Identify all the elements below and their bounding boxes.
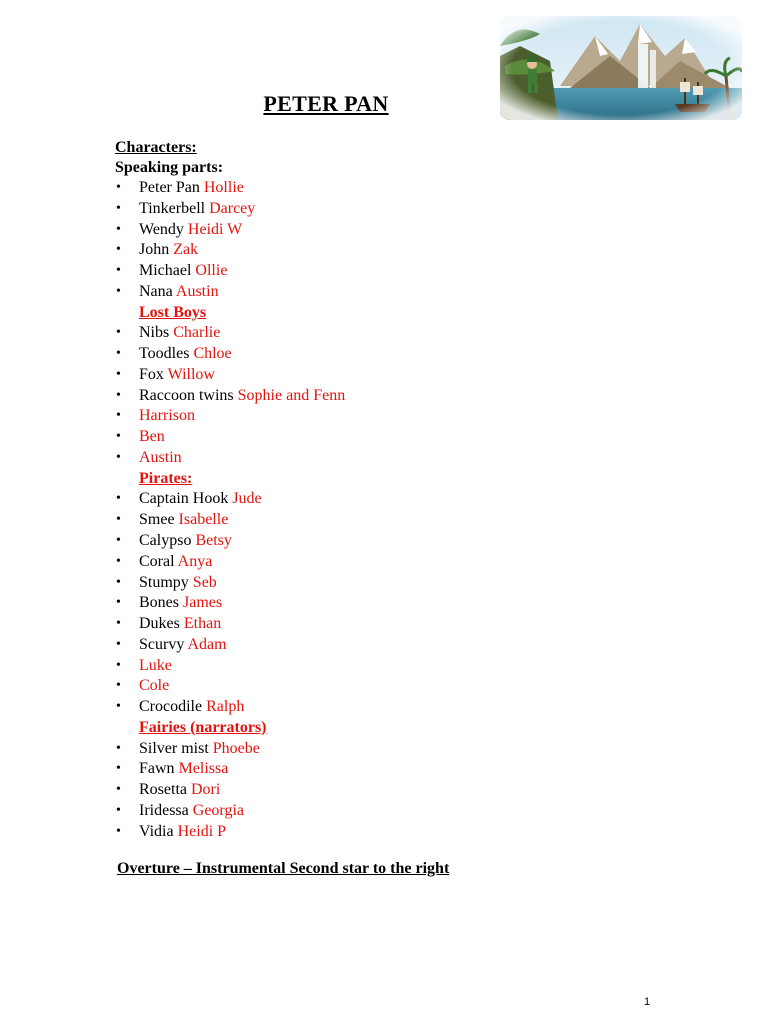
role-name: Bones (139, 594, 179, 612)
list-item (115, 344, 345, 365)
role-name: Peter Pan (139, 179, 200, 196)
list-item (115, 510, 345, 531)
role-name: Scurvy (139, 635, 185, 653)
actor-name: Melissa (178, 760, 229, 778)
role-name: Captain Hook (139, 490, 229, 508)
bullet-icon: • (116, 242, 121, 258)
bullet-icon: • (116, 283, 121, 299)
list-item (115, 427, 345, 448)
actor-name: Chloe (193, 345, 232, 363)
list-item (115, 220, 345, 241)
list-item (115, 822, 345, 843)
bullet-icon: • (116, 221, 121, 237)
list-item (115, 697, 345, 718)
actor-name: Georgia (192, 801, 245, 819)
actor-name: Ethan (183, 615, 222, 633)
actor-name: Isabelle (178, 511, 229, 529)
bullet-icon: • (116, 595, 121, 611)
list-item (115, 593, 345, 614)
character-list (115, 178, 345, 843)
role-name: Michael (139, 262, 192, 280)
group-heading: Pirates: (139, 469, 193, 487)
list-item (115, 282, 345, 303)
actor-name: James (183, 594, 223, 612)
page-number: 1 (644, 996, 651, 1008)
bullet-icon: • (116, 699, 121, 715)
role-name: Rosetta (139, 781, 187, 799)
actor-name: Ollie (195, 262, 228, 280)
actor-name: Seb (192, 573, 217, 591)
group-heading: Lost Boys (139, 303, 207, 321)
list-item (115, 531, 345, 552)
bullet-icon: • (116, 782, 121, 798)
bullet-icon: • (116, 761, 121, 777)
bullet-icon: • (116, 491, 121, 507)
role-name: Nibs (139, 324, 170, 342)
list-item (115, 573, 345, 594)
list-item (115, 759, 345, 780)
list-item (115, 323, 345, 344)
list-item (115, 240, 345, 261)
list-item (115, 676, 345, 697)
actor-name: Austin (139, 448, 182, 466)
actor-name: Jude (232, 490, 262, 508)
bullet-icon: • (116, 449, 121, 465)
role-name: Nana (139, 282, 173, 300)
role-name: Fox (139, 365, 164, 383)
list-item (115, 635, 345, 656)
actor-name: Ben (139, 428, 165, 446)
actor-name: Adam (187, 635, 227, 653)
bullet-icon: • (116, 533, 121, 549)
role-name: Tinkerbell (139, 199, 206, 217)
actor-name: Sophie and Fenn (237, 386, 346, 404)
bullet-icon: • (116, 657, 121, 673)
role-name: Raccoon twins (139, 386, 234, 404)
role-name: Dukes (139, 615, 180, 633)
list-item (115, 261, 345, 282)
actor-name: Anya (177, 552, 213, 570)
role-name: Vidia (139, 822, 174, 840)
bullet-icon: • (116, 553, 121, 569)
list-item (115, 552, 345, 573)
group-heading: Fairies (narrators) (139, 718, 267, 736)
bullet-icon: • (116, 823, 121, 839)
bullet-icon: • (116, 574, 121, 590)
role-name: Smee (139, 511, 175, 529)
actor-name: Heidi P (177, 822, 227, 840)
list-item (115, 199, 345, 220)
list-item (115, 406, 345, 427)
actor-name: Dori (191, 781, 221, 799)
bullet-icon: • (116, 616, 121, 632)
actor-name: Darcey (209, 199, 256, 217)
characters-heading: Characters: (115, 139, 197, 156)
page-title: PETER PAN (263, 91, 389, 116)
list-item (115, 739, 345, 760)
role-name: Stumpy (139, 573, 189, 591)
role-name: John (139, 241, 170, 259)
actor-name: Hollie (203, 179, 244, 196)
list-item (115, 801, 345, 822)
list-item (115, 365, 345, 386)
bullet-icon: • (116, 408, 121, 424)
bullet-icon: • (116, 740, 121, 756)
bullet-icon: • (116, 325, 121, 341)
actor-name: Willow (167, 365, 215, 383)
bullet-icon: • (116, 512, 121, 528)
bullet-icon: • (116, 263, 121, 279)
actor-name: Charlie (173, 324, 221, 342)
role-name: Wendy (139, 220, 184, 238)
bullet-icon: • (116, 387, 121, 403)
bullet-icon: • (116, 429, 121, 445)
bullet-icon: • (116, 200, 121, 216)
role-name: Silver mist (139, 739, 209, 757)
actor-name: Zak (173, 241, 199, 259)
list-item (115, 448, 345, 469)
actor-name: Betsy (195, 532, 232, 550)
actor-name: Luke (139, 656, 172, 674)
bullet-icon: • (116, 180, 121, 195)
role-name: Coral (139, 552, 175, 570)
bullet-icon: • (116, 802, 121, 818)
actor-name: Cole (139, 677, 170, 695)
actor-name: Austin (175, 282, 219, 300)
bullet-icon: • (116, 636, 121, 652)
bullet-icon: • (116, 346, 121, 362)
role-name: Crocodile (139, 698, 203, 716)
list-item (115, 489, 345, 510)
role-name: Iridessa (139, 801, 189, 819)
list-item (115, 780, 345, 801)
list-item (115, 386, 345, 407)
actor-name: Harrison (139, 407, 195, 425)
list-item (115, 614, 345, 635)
actor-name: Phoebe (212, 739, 260, 757)
overture-heading: Overture – Instrumental Second star to the right (117, 860, 450, 877)
role-name: Calypso (139, 532, 192, 550)
speaking-parts-heading: Speaking parts: (115, 159, 224, 176)
role-name: Toodles (139, 345, 190, 363)
list-item (115, 656, 345, 677)
actor-name: Heidi W (187, 220, 243, 238)
role-name: Fawn (139, 760, 175, 778)
bullet-icon: • (116, 678, 121, 694)
list-item (115, 178, 345, 199)
actor-name: Ralph (206, 698, 245, 716)
bullet-icon: • (116, 366, 121, 382)
